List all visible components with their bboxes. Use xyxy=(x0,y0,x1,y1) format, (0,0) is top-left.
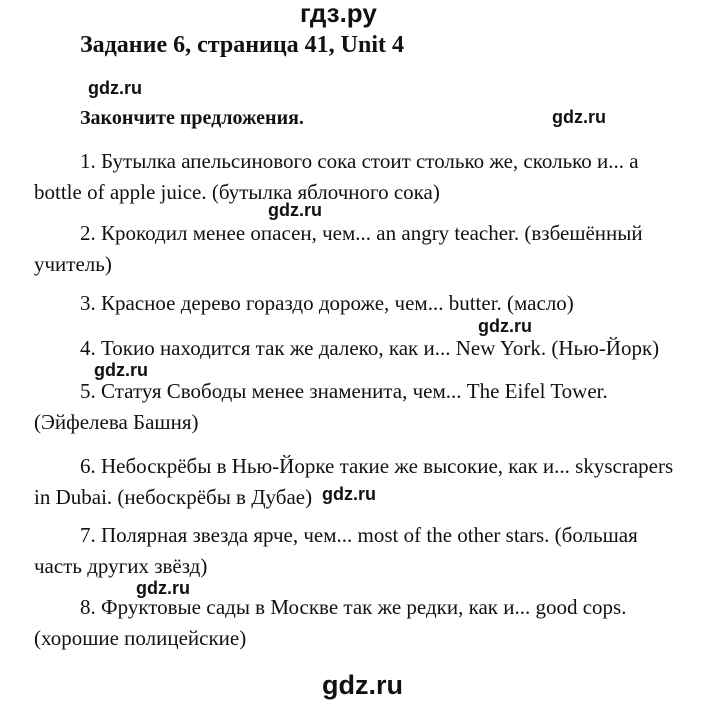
exercise-item-4 xyxy=(80,333,659,364)
item-6-line-1: 6. Небоскрёбы в Нью-Йорке такие же высокие, как и... skyscrapers xyxy=(80,454,674,478)
item-5-line-2: (Эйфелева Башня) xyxy=(34,410,199,434)
item-1-line-1: 1. Бутылка апельсинового сока стоит столько же, сколько и... a xyxy=(80,149,639,173)
watermark-bottom: gdz.ru xyxy=(322,670,403,700)
watermark: gdz.ru xyxy=(322,484,376,504)
item-2-line-1: 2. Крокодил менее опасен, чем... an angry teacher. (взбешённый xyxy=(80,221,643,245)
item-3-line-1: 3. Красное дерево гораздо дороже, чем... butter. (масло) xyxy=(80,291,574,315)
exercise-item-7 xyxy=(34,520,638,582)
exercise-item-8 xyxy=(34,592,627,654)
item-2-line-2: учитель) xyxy=(34,252,112,276)
exercise-item-1 xyxy=(34,146,639,208)
item-7-line-2: часть других звёзд) xyxy=(34,554,208,578)
watermark: gdz.ru xyxy=(268,200,322,220)
item-7-line-1: 7. Полярная звезда ярче, чем... most of the other stars. (большая xyxy=(80,523,638,547)
item-1-line-2: bottle of apple juice. (бутылка яблочного сока) xyxy=(34,180,440,204)
watermark: gdz.ru xyxy=(136,578,190,598)
item-8-line-2: (хорошие полицейские) xyxy=(34,626,247,650)
watermark: gdz.ru xyxy=(552,107,606,127)
item-5-line-1: 5. Статуя Свободы менее знаменита, чем... The Eifel Tower. xyxy=(80,379,608,403)
watermark: gdz.ru xyxy=(94,360,148,380)
exercise-item-6 xyxy=(34,451,674,513)
item-6-line-2: in Dubai. (небоскрёбы в Дубае) xyxy=(34,485,313,509)
exercise-item-3 xyxy=(80,288,574,319)
instruction-heading: Закончите предложения. xyxy=(80,107,304,129)
watermark: gdz.ru xyxy=(478,316,532,336)
task-title: Задание 6, страница 41, Unit 4 xyxy=(80,32,405,58)
item-8-line-1: 8. Фруктовые сады в Москве так же редки, как и... good cops. xyxy=(80,595,627,619)
exercise-item-5 xyxy=(34,376,608,438)
watermark: gdz.ru xyxy=(88,78,142,98)
item-4-line-1: 4. Токио находится так же далеко, как и... New York. (Нью-Йорк) xyxy=(80,336,660,360)
site-title: гдз.ру xyxy=(300,0,377,28)
exercise-item-2 xyxy=(34,218,643,280)
